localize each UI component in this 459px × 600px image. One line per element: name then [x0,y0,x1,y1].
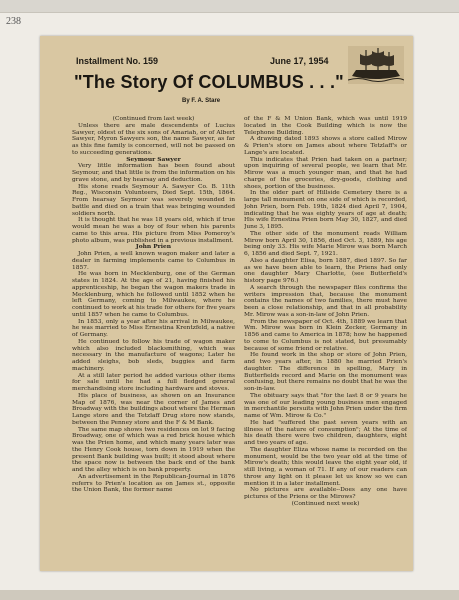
right-column [244,116,407,566]
page-number: 238 [6,16,21,27]
newspaper-clipping [40,36,413,571]
article-paragraph: In 1853, only a year after his arrival in Milwaukee, he was married to Miss Ernestina Krentzfeld, a native of Germany. [72,318,235,338]
article-paragraph: The other side of the monument reads William Mirow born April 30, 1856, died Oct. 3, 1889, his age being only 33. His wife Marie Mirow was born March 6, 1856 and died Sept. 7, 1921. [244,230,407,257]
article-byline: By F. A. Stare [182,98,221,104]
article-paragraph: In the older part of Hillside Cemetery there is a large tall monument on one side of which is recorded, John Prien, born Feb. 19th, 1824 died April 7, 1904, indicating that he was eighty years of age at death; His wife Ernestina Prien born May 30, 1827, and died June 3, 1895. [244,190,407,230]
article-paragraph: A drawing dated 1893 shows a store called Mirow & Prien's store on James about where Tetzlaff's or Lange's are located. [244,136,407,156]
article-body [72,116,407,566]
article-paragraph: His stone reads Seymour A. Sawyer Co. B. 11th Reg., Wisconsin Volunteers, Died Sept. 15th, 1864. From hearsay Seymour was severely wounded in battle and died on a train that was bringing wounded soldiers north. [72,183,235,217]
article-paragraph: of the F & M Union Bank, which was until 1919 located in the Cook Building which is now the Telephone Building. [244,116,407,136]
page-bottom-edge [0,590,459,600]
article-paragraph: Also a daughter Elisa, born 1887, died 1897. So far as we have been able to learn, the Priens had only one daughter Mary Charlotte, (see Butterfield's history page 976.) [244,257,407,284]
article-paragraph: It is thought that he was 18 years old, which if true would mean he was a boy of four when his parents came to this area. His picture from Miss Pomeroy's photo album, was published in a previous installment. [72,217,235,244]
article-paragraph: (Continued from last week) [112,116,195,122]
article-paragraph: He had "suffered the past seven years with an illness of the nature of consumption"; At the time of his death there were two children, daughters, eight and two years of age. [244,419,407,446]
article-paragraph: The same map shows two residences on lot 9 facing Broadway, one of which was a red brick house which was the Prien home, and which many years later was the Henry Cook house, torn down in 1919 when the present Bank building was built; it stood about where the space now is between the back end of the bank and the alley which is on bank property. [72,426,235,473]
article-paragraph: John Prien, a well known wagon maker and later a dealer in farming implements came to Columbus in 1857. [72,251,235,271]
clipping-date: June 17, 1954 [270,56,329,66]
article-paragraph: The obituary says that "for the last 8 or 9 years he was one of our leading young business men engaged in merchantile persuits with John Prien under the firm name of Wm. Mirow & Co." [244,392,407,419]
article-paragraph: From the newspaper of Oct. 4th, 1889 we learn that Wm. Mirow was born in Klein Zecker, Germany in 1856 and came to America in 1878; how he happened to come to Columbus is not stated, but presumably because of some friend or relative. [244,318,407,352]
article-title: "The Story Of COLUMBUS . . ." [74,72,344,92]
installment-label: Installment No. 159 [76,56,159,66]
article-paragraph: Unless there are male descendents of Lucius Sawyer, oldest of the six sons of Amariah, or of Albert Sawyer, Myron Sawyers son, the name Sawyer, as far as this fine family is concerned, will not be passed on to succeeding generations. [72,122,235,156]
article-paragraph: He found work in the shop or store of John Prien, and two years after, in 1880 he married Prien's daughter. The difference in spelling, Mary in Butterfields record and Marie on the monument was confusing, but there remains no doubt that he was the son-in-law. [244,352,407,392]
article-paragraph: An advertisement in the Republican-Journal in 1876 referrs to Prien's location as on James st., opposite the Union Bank, the former name [72,473,235,494]
left-column [72,116,235,566]
article-paragraph: At a still later period he added various other items for sale until he had a full fledged general merchandising store including hardware and stoves. [72,372,235,392]
section-heading: Seymour Sawyer [126,155,181,163]
article-paragraph: He continued to follow his trade of wagon maker which also included blacksmithing, which was necessary in the manufacture of wagons; Later he added sleighs, bob sleds, buggies and farm machinery. [72,338,235,372]
section-heading: John Prien [135,243,172,251]
article-paragraph: (Continued next week) [291,500,360,507]
binder-edge [0,0,459,13]
article-paragraph: This indicates that Prien had taken on a partner; upon inquiring of several people, we learn that Mr. Mirow was a much younger man, and that he had charge of the groceries, dry-goods, clothing and shoes, portion of the business. [244,156,407,190]
article-paragraph: A search through the newspaper files confirms the writers impression that, because the monument contains the names of two families, there must have been a close relationship, and that in all probability Mr. Mirow was a son-in-law of John Prien. [244,284,407,318]
article-paragraph: Very little information has been found about Seymour, and that little is from the information on his grave stone, and by hearsay and deduction. [72,163,235,183]
article-paragraph: His place of business, as shown on an Insurance Map of 1876, was near the corner of James and Broadway with the buildings about where the Herman Lange store and the Tetzlaff Drug store now stands, between the Penney store and the F & M Bank. [72,392,235,426]
article-paragraph: The daughter Eliza whose name is recorded on the monument, would be the two year old at the time of Mirow's death; this would leave the eight year old, if still living, a woman of 71. If any of our readers can throw any light on it please let us know so we can mention it in a later installment. [244,446,407,487]
article-paragraph: No pictures are available--Does any one have pictures of the Priens or the Mirows? [244,487,407,500]
ship-illustration-icon [348,46,404,84]
clipping-header [40,36,413,106]
article-paragraph: He was born in Mecklenburg, one of the German states in 1824. At the age of 21, having finished his apprenticeship, he began the wagon makers trade in Mecklenburg, which he followed until 1852 when he left Germany, coming to Milwaukee, where he continued to work at his trade for others for five years until 1857 when he came to Columbus. [72,271,235,318]
